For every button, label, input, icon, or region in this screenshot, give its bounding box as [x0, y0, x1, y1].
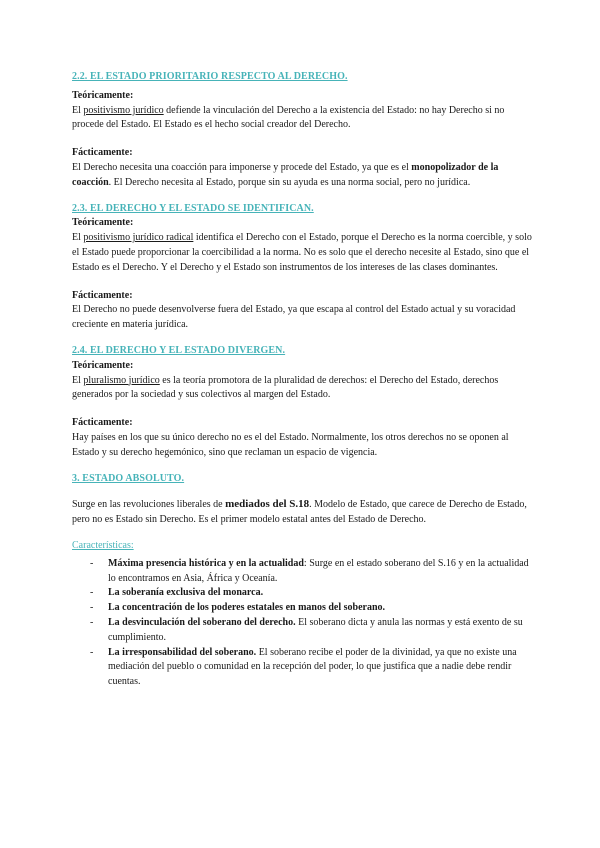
- term-positivismo-radical: positivismo jurídico radical: [83, 232, 194, 244]
- section-heading-2-3: 2.3. EL DERECHO Y EL ESTADO SE IDENTIFICAN.: [72, 202, 314, 214]
- factico-label-2-2: Fácticamente:: [72, 147, 133, 159]
- factico-label-2-4: Fácticamente:: [72, 417, 133, 429]
- bold-mediados: mediados del S.18: [225, 498, 310, 511]
- factico-paragraph-2-4: Hay países en los que su único derecho no es el del Estado. Normalmente, los otros derechos no se oponen al Estado y su derecho hegemónico, sino que reclaman un espacio de vigencia.: [72, 431, 509, 458]
- teorico-paragraph-2-3: El positivismo jurídico radical identifica el Derecho con el Estado, porque el Derecho es la norma coercible, y solo el Estado puede proporcionar la coercibilidad a la norma. No es solo que el derecho necesite al Estado, sino que el Estado es el Derecho. Y el Derecho y el Estado son instrumentos de los intereses de las clases dominantes.: [72, 232, 532, 273]
- list-item: - La desvinculación del soberano del derecho. El soberano dicta y anula las normas y está exento de su cumplimiento.: [90, 616, 523, 643]
- list-item: - La soberanía exclusiva del monarca.: [90, 587, 264, 599]
- factico-paragraph-2-3: El Derecho no puede desenvolverse fuera del Estado, ya que escapa al control del Estado actual y su voracidad creciente en materia jurídica.: [72, 304, 516, 331]
- factico-label-2-3: Fácticamente:: [72, 289, 133, 301]
- document-body: [72, 70, 532, 690]
- section-heading-3: 3. ESTADO ABSOLUTO.: [72, 472, 185, 484]
- teorico-label-2-3: Teóricamente:: [72, 217, 134, 229]
- factico-paragraph-2-2: El Derecho necesita una coacción para imponerse y procede del Estado, ya que es el monopolizador de la coacción. El Derecho necesita al Estado, porque sin su ayuda es una norma social, pero no jurídica.: [72, 161, 499, 188]
- intro-paragraph-3: Surge en las revoluciones liberales de mediados del S.18. Modelo de Estado, que carece de Derecho de Estado, pero no es Estado sin Derecho. Es el primer modelo estatal antes del Estado de Derecho.: [72, 498, 527, 526]
- section-heading-2-2: 2.2. EL ESTADO PRIORITARIO RESPECTO AL DERECHO.: [72, 71, 348, 82]
- teorico-paragraph-2-4: El pluralismo jurídico es la teoría promotora de la pluralidad de derechos: el Derecho del Estado, derechos generados por la sociedad y sus colectivos al margen del Estado.: [72, 374, 499, 401]
- term-positivismo: positivismo jurídico: [83, 104, 164, 116]
- characteristics-title: Características:: [72, 539, 134, 551]
- list-item: - La irresponsabilidad del soberano. El soberano recibe el poder de la divinidad, ya que no existe una mediación del pueblo o comunidad en la recepción del poder, lo que justifica que a nadie debe rendir cuentas.: [90, 646, 517, 688]
- teorico-label-2-2: Teóricamente:: [72, 89, 134, 101]
- characteristics-list: [72, 557, 532, 690]
- term-pluralismo: pluralismo jurídico: [83, 374, 160, 386]
- teorico-paragraph-2-2: El positivismo jurídico defiende la vinculación del Derecho a la existencia del Estado: no hay Derecho si no procede del Estado. El Estado es el hecho social creador del Derecho.: [72, 104, 505, 131]
- list-item: - Máxima presencia histórica y en la actualidad: Surge en el estado soberano del S.16 y en la actualidad lo encontramos en Asia, África y Oceanía.: [90, 557, 529, 584]
- teorico-label-2-4: Teóricamente:: [72, 359, 134, 371]
- bold-monopolizador: monopolizador de la coacción: [72, 161, 499, 188]
- list-item: - La concentración de los poderes estatales en manos del soberano.: [90, 602, 386, 614]
- section-heading-2-4: 2.4. EL DERECHO Y EL ESTADO DIVERGEN.: [72, 344, 286, 356]
